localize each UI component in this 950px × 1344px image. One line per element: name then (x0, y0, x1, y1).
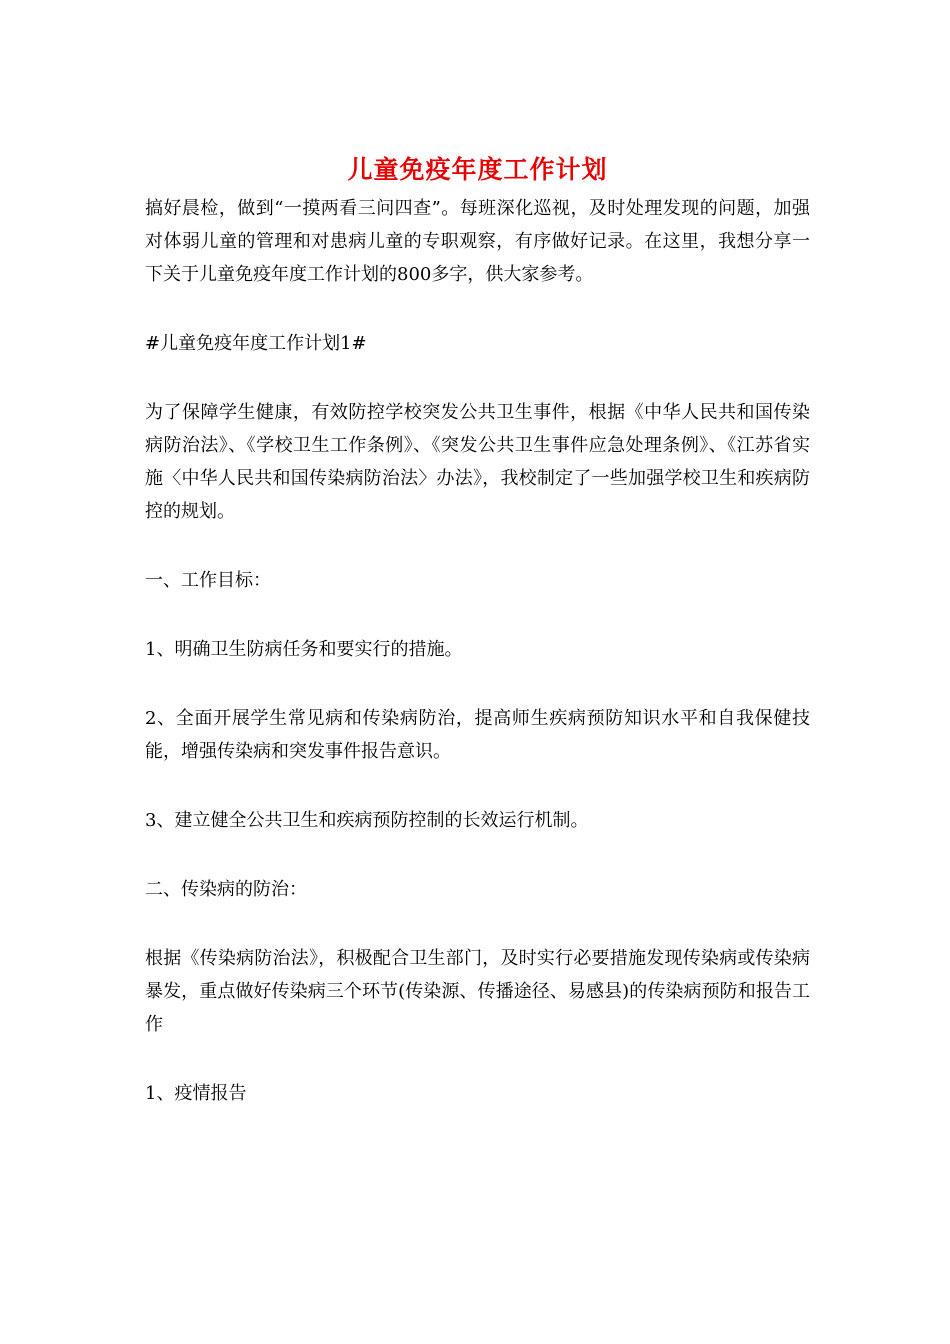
document-title: 儿童免疫年度工作计划 (347, 155, 608, 184)
goal-item-2: 2、全面开展学生常见病和传染病防治，提高师生疾病预防知识水平和自我保健技能，增强传染病和突发事件报告意识。 (145, 708, 810, 762)
subsection-epidemic-report: 1、疫情报告 (145, 1083, 247, 1104)
goal-item-1: 1、明确卫生防病任务和要实行的措施。 (145, 639, 463, 660)
section-heading-prevention: 二、传染病的防治： (145, 879, 307, 900)
intro-paragraph: 搞好晨检，做到“一摸两看三问四查”。每班深化巡视，及时处理发现的问题，加强对体弱儿童的管理和对患病儿童的专职观察，有序做好记录。在这里，我想分享一下关于儿童免疫年度工作计划的800多字，供大家参考。 (145, 198, 810, 285)
legal-basis-paragraph: 为了保障学生健康，有效防控学校突发公共卫生事件，根据《中华人民共和国传染病防治法》、《学校卫生工作条例》、《突发公共卫生事件应急处理条例》、《江苏省实施〈中华人民共和国传染病防治法〉办法》，我校制定了一些加强学校卫生和疾病防控的规划。 (145, 402, 810, 522)
prevention-paragraph: 根据《传染病防治法》，积极配合卫生部门，及时实行必要措施发现传染病或传染病暴发，重点做好传染病三个环节(传染源、传播途径、易感县)的传染病预防和报告工作 (145, 948, 810, 1035)
document-page (145, 150, 810, 1110)
plan-heading: #儿童免疫年度工作计划1# (145, 333, 367, 354)
section-heading-goals: 一、工作目标： (145, 570, 271, 591)
goal-item-3: 3、建立健全公共卫生和疾病预防控制的长效运行机制。 (145, 810, 589, 831)
